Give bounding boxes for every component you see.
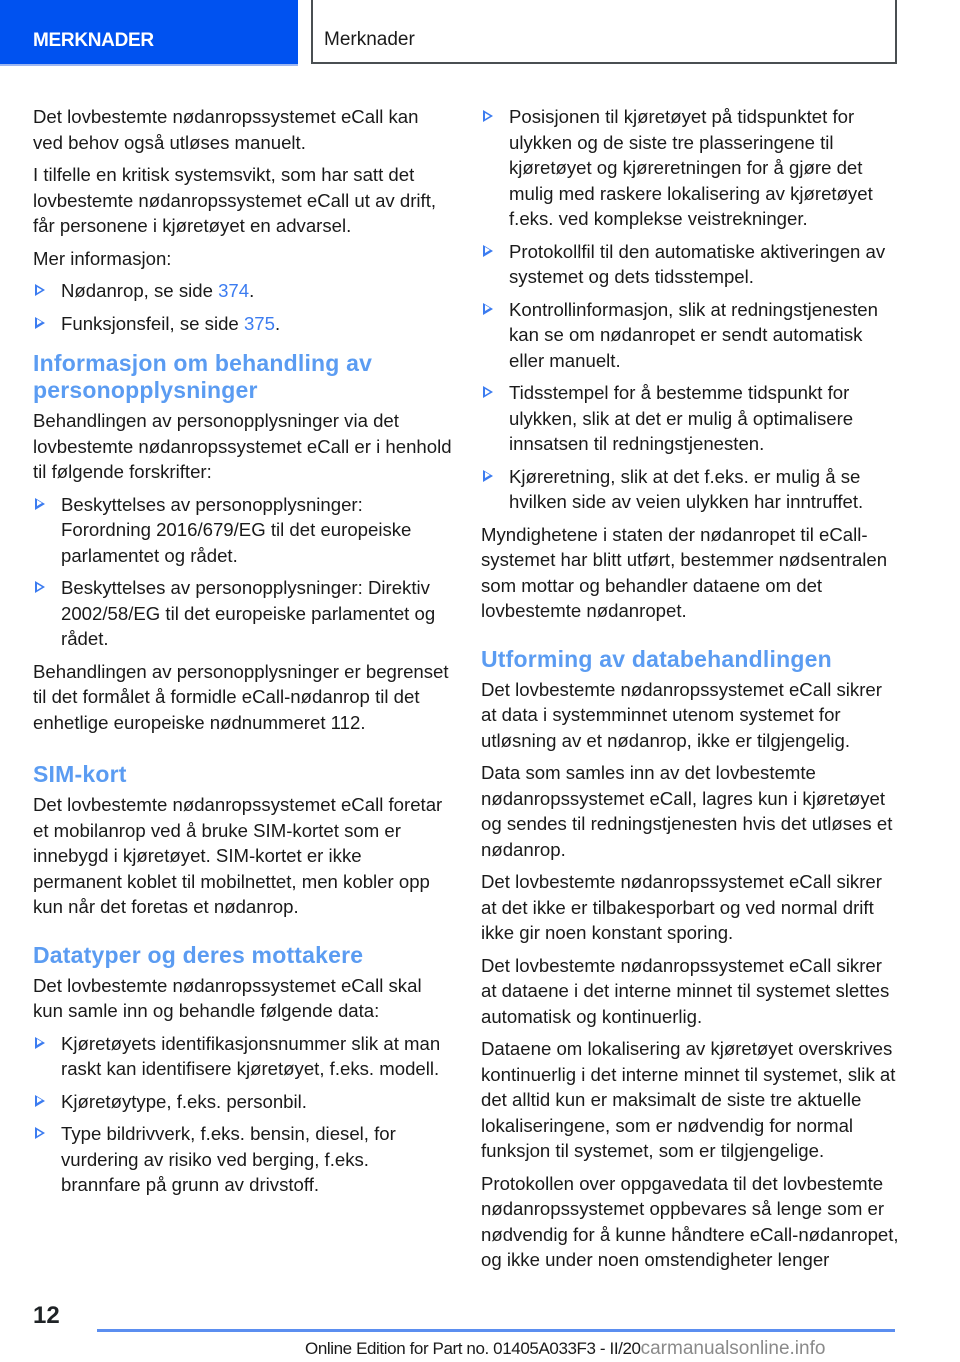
list-item: Funksjonsfeil, se side 375. xyxy=(33,311,453,337)
list-item: Beskyttelses av personopplysninger: Forordning 2016/679/EG til det europeiske parlamentet og rådet. xyxy=(33,492,453,569)
triangle-bullet-icon xyxy=(483,386,493,398)
footer-edition xyxy=(305,1338,825,1360)
reference-list xyxy=(33,278,453,336)
paragraph: Dataene om lokalisering av kjøretøyet overskrives kontinuerlig i det interne minnet til systemet, slik at det alltid kun er maksimalt de siste tre aktuelle lokaliseringene, som er nødvendig for normal funksjon til systemet, som er tilgjengelige. xyxy=(481,1038,896,1161)
triangle-bullet-icon xyxy=(35,317,45,329)
list-item: Protokollfil til den automatiske aktiveringen av systemet og dets tidsstempel. xyxy=(481,239,901,290)
triangle-bullet-icon xyxy=(35,581,45,593)
list-item: Nødanrop, se side 374. xyxy=(33,278,453,304)
section-title: Merknader xyxy=(324,29,415,50)
page-link-374[interactable]: 374 xyxy=(218,280,250,301)
data-types-list-continued xyxy=(481,104,901,515)
page-number: 12 xyxy=(33,1302,60,1329)
watermark: carmanualsonline.info xyxy=(640,1338,826,1359)
triangle-bullet-icon xyxy=(483,303,493,315)
paragraph: I tilfelle en kritisk systemsvikt, som har satt det lovbestemte nødanropssystemet eCall ut av drift, får personene i kjøretøyet en advarsel. xyxy=(33,164,437,236)
paragraph: Behandlingen av personopplysninger er begrenset til det formålet å formidle eCall-nødanrop til det enhetlige europeiske nødnummeret 112. xyxy=(33,660,449,733)
triangle-bullet-icon xyxy=(483,110,493,122)
triangle-bullet-icon xyxy=(35,1127,45,1139)
section-heading-data-types: Datatyper og deres mottakere xyxy=(33,941,364,968)
section-heading-sim-card: SIM-kort xyxy=(33,761,127,787)
list-item: Type bildrivverk, f.eks. bensin, diesel, for vurdering av risiko ved berging, f.eks. brannfare på grunn av drivstoff. xyxy=(33,1121,453,1198)
paragraph: Behandlingen av personopplysninger via det lovbestemte nødanropssystemet eCall er i henhold til følgende forskrifter: xyxy=(33,410,452,482)
list-item: Tidsstempel for å bestemme tidspunkt for ulykken, slik at det er mulig å optimalisere innsatsen til redningstjenesten. xyxy=(481,380,901,457)
section-heading-data-processing: Utforming av databehandlingen xyxy=(481,645,832,672)
list-item: Beskyttelses av personopplysninger: Direktiv 2002/58/EG til det europeiske parlamentet og rådet. xyxy=(33,575,453,652)
paragraph: Det lovbestemte nødanropssystemet eCall sikrer at det ikke er tilbakesporbart og ved normal drift ikke gir noen konstant sporing. xyxy=(481,871,882,943)
paragraph: Protokollen over oppgavedata til det lovbestemte nødanropssystemet oppbevares så lenge som er nødvendig for å kunne håndtere eCall-nødanropet, og ikke under noen omstendigheter lenger xyxy=(481,1172,899,1270)
data-types-list xyxy=(33,1031,453,1198)
right-column xyxy=(481,104,901,1280)
left-column xyxy=(33,104,453,1205)
paragraph: Det lovbestemte nødanropssystemet eCall sikrer at dataene i det interne minnet til systemet slettes automatisk og kontinuerlig. xyxy=(481,954,890,1027)
paragraph: Det lovbestemte nødanropssystemet eCall sikrer at data i systemminnet utenom systemet for utløsning av et nødanrop, ikke er tilgjengelig. xyxy=(481,678,882,751)
triangle-bullet-icon xyxy=(35,1037,45,1049)
paragraph: Det lovbestemte nødanropssystemet eCall kan ved behov også utløses manuelt. xyxy=(33,106,419,153)
chapter-tab xyxy=(0,0,298,66)
chapter-tab-label: MERKNADER xyxy=(33,30,154,51)
list-item: Kjøretøytype, f.eks. personbil. xyxy=(33,1089,453,1115)
section-title-box xyxy=(311,0,897,64)
list-item: Kjøretøyets identifikasjonsnummer slik at man raskt kan identifisere kjøretøyet, f.eks. modell. xyxy=(33,1031,453,1082)
more-info-label: Mer informasjon: xyxy=(33,247,172,269)
triangle-bullet-icon xyxy=(35,1095,45,1107)
paragraph: Data som samles inn av det lovbestemte nødanropssystemet eCall, lagres kun i kjøretøyet og sendes til redningstjenesten hvis det utløses et nødanrop. xyxy=(481,762,893,860)
triangle-bullet-icon xyxy=(483,470,493,482)
triangle-bullet-icon xyxy=(483,245,493,257)
footer-divider xyxy=(97,1329,895,1332)
section-heading-personal-data: Informasjon om behandling av personopplysninger xyxy=(33,350,373,403)
paragraph: Det lovbestemte nødanropssystemet eCall foretar et mobilanrop ved å bruke SIM-kortet som er innebygd i kjøretøyet. SIM-kortet er ikke permanent koblet til mobilnettet, men kobler opp kun når det foretas et nødanrop. xyxy=(33,794,443,917)
list-item: Kjøreretning, slik at det f.eks. er mulig å se hvilken side av veien ulykken har inntruffet. xyxy=(481,464,901,515)
paragraph: Myndighetene i staten der nødanropet til eCall-systemet har blitt utført, bestemmer nødsentralen som mottar og behandler dataene om det lovbestemte nødanropet. xyxy=(481,523,888,621)
list-item: Kontrollinformasjon, slik at redningstjenesten kan se om nødanropet er sendt automatisk eller manuelt. xyxy=(481,297,901,374)
edition-text: Online Edition for Part no. 01405A033F3 - II/20 xyxy=(305,1339,641,1358)
paragraph: Det lovbestemte nødanropssystemet eCall skal kun samle inn og behandle følgende data: xyxy=(33,974,422,1021)
regulation-list xyxy=(33,492,453,652)
page-link-375[interactable]: 375 xyxy=(243,312,275,334)
triangle-bullet-icon xyxy=(35,498,45,510)
triangle-bullet-icon xyxy=(35,284,45,296)
list-item: Posisjonen til kjøretøyet på tidspunktet for ulykken og de siste tre plasseringene til kjøretøyet og kjøreretningen for å gjøre det mulig med raskere lokalisering av kjøretøyet f.eks. ved komplekse veistrekninger. xyxy=(481,104,901,232)
